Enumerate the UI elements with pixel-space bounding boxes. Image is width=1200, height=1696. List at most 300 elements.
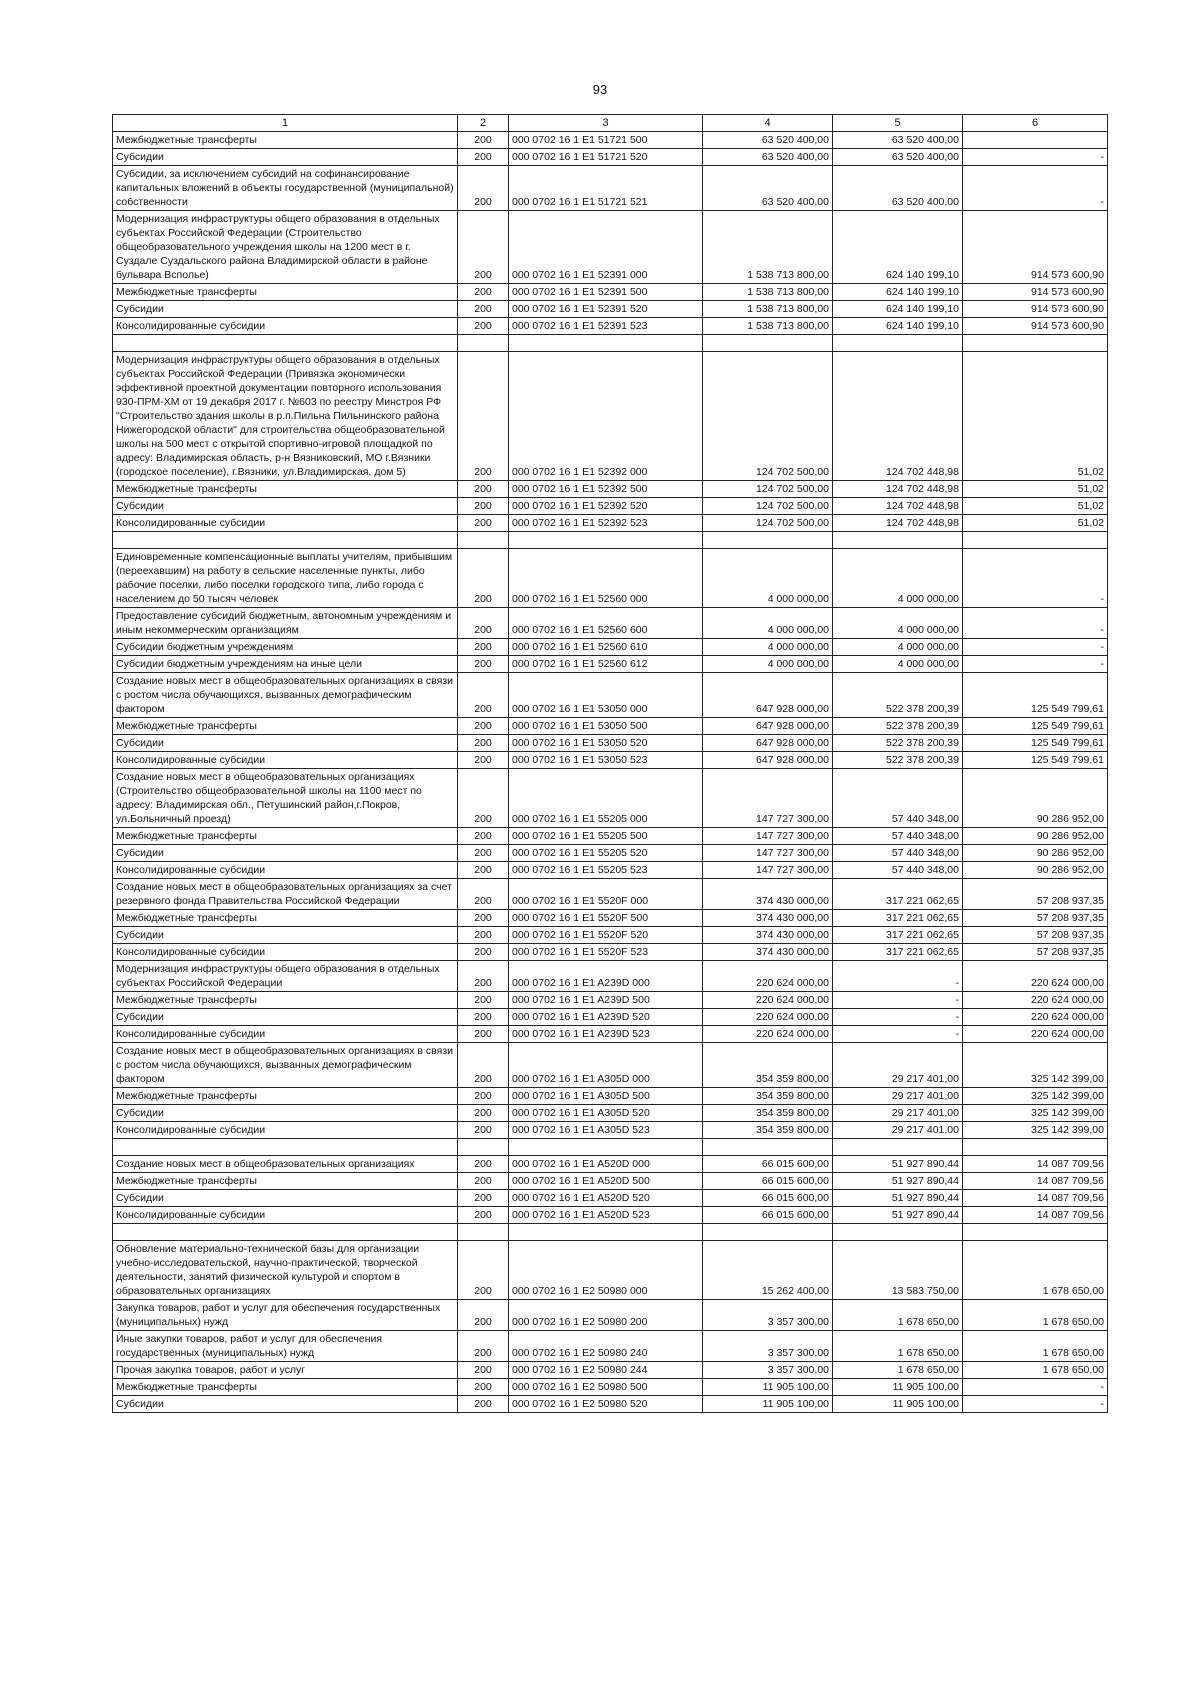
row-exec-cell: 317 221 062,65 (833, 944, 963, 961)
spacer-cell (113, 335, 458, 352)
row-name-cell: Межбюджетные трансферты (113, 828, 458, 845)
row-kbk-cell: 000 0702 16 1 E1 53050 523 (509, 752, 703, 769)
row-kbk-cell: 000 0702 16 1 E2 50980 200 (509, 1300, 703, 1331)
row-rest-cell: 14 087 709,56 (963, 1173, 1108, 1190)
table-row (113, 910, 1108, 927)
row-code-cell: 200 (458, 608, 509, 639)
row-kbk-cell: 000 0702 16 1 E1 52391 520 (509, 301, 703, 318)
table-row (113, 1300, 1108, 1331)
row-plan-cell: 220 624 000,00 (703, 1009, 833, 1026)
spacer-cell (509, 532, 703, 549)
spacer-row (113, 532, 1108, 549)
row-kbk-cell: 000 0702 16 1 E1 A520D 000 (509, 1156, 703, 1173)
row-exec-cell: 624 140 199,10 (833, 211, 963, 284)
row-kbk-cell: 000 0702 16 1 E2 50980 500 (509, 1379, 703, 1396)
row-rest-cell: 90 286 952,00 (963, 828, 1108, 845)
row-kbk-cell: 000 0702 16 1 E1 55205 000 (509, 769, 703, 828)
row-rest-cell: 125 549 799,61 (963, 673, 1108, 718)
row-plan-cell: 1 538 713 800,00 (703, 301, 833, 318)
row-name-cell: Субсидии (113, 1396, 458, 1413)
column-header: 5 (833, 115, 963, 132)
row-plan-cell: 220 624 000,00 (703, 1026, 833, 1043)
row-plan-cell: 647 928 000,00 (703, 673, 833, 718)
row-rest-cell: 1 678 650,00 (963, 1362, 1108, 1379)
row-exec-cell: 63 520 400,00 (833, 166, 963, 211)
table-row (113, 845, 1108, 862)
row-rest-cell: 125 549 799,61 (963, 752, 1108, 769)
row-exec-cell: 522 378 200,39 (833, 735, 963, 752)
row-kbk-cell: 000 0702 16 1 E1 A239D 520 (509, 1009, 703, 1026)
spacer-cell (509, 1139, 703, 1156)
row-rest-cell: 125 549 799,61 (963, 735, 1108, 752)
row-rest-cell: - (963, 166, 1108, 211)
table-row (113, 1026, 1108, 1043)
spacer-row (113, 1224, 1108, 1241)
table-row (113, 1156, 1108, 1173)
row-exec-cell: 124 702 448,98 (833, 498, 963, 515)
table-row (113, 1207, 1108, 1224)
row-code-cell: 200 (458, 1300, 509, 1331)
row-rest-cell: 914 573 600,90 (963, 211, 1108, 284)
row-code-cell: 200 (458, 318, 509, 335)
row-kbk-cell: 000 0702 16 1 E1 A239D 500 (509, 992, 703, 1009)
spacer-cell (113, 1139, 458, 1156)
spacer-cell (509, 1224, 703, 1241)
row-kbk-cell: 000 0702 16 1 E2 50980 244 (509, 1362, 703, 1379)
row-kbk-cell: 000 0702 16 1 E1 53050 520 (509, 735, 703, 752)
spacer-cell (703, 1139, 833, 1156)
row-rest-cell: 57 208 937,35 (963, 879, 1108, 910)
row-plan-cell: 66 015 600,00 (703, 1156, 833, 1173)
row-kbk-cell: 000 0702 16 1 E1 52560 600 (509, 608, 703, 639)
row-name-cell: Межбюджетные трансферты (113, 992, 458, 1009)
row-rest-cell: 125 549 799,61 (963, 718, 1108, 735)
row-kbk-cell: 000 0702 16 1 E1 A520D 523 (509, 1207, 703, 1224)
row-name-cell: Межбюджетные трансферты (113, 1173, 458, 1190)
row-rest-cell: 90 286 952,00 (963, 769, 1108, 828)
table-row (113, 1331, 1108, 1362)
row-rest-cell: 325 142 399,00 (963, 1088, 1108, 1105)
row-code-cell: 200 (458, 1088, 509, 1105)
row-name-cell: Модернизация инфраструктуры общего образования в отдельных субъектах Российской Федерации (Строительство общеобразовательного учреждения школы на 1200 мест в г. Суздале Суздальского района Владимирской области в районе бульвара Всполье) (113, 211, 458, 284)
table-row (113, 718, 1108, 735)
row-rest-cell: 325 142 399,00 (963, 1043, 1108, 1088)
spacer-cell (458, 532, 509, 549)
row-rest-cell: 914 573 600,90 (963, 301, 1108, 318)
row-code-cell: 200 (458, 352, 509, 481)
row-exec-cell: 317 221 062,65 (833, 927, 963, 944)
row-plan-cell: 63 520 400,00 (703, 132, 833, 149)
table-row (113, 149, 1108, 166)
table-row (113, 862, 1108, 879)
row-plan-cell: 66 015 600,00 (703, 1190, 833, 1207)
row-name-cell: Субсидии бюджетным учреждениям на иные цели (113, 656, 458, 673)
budget-execution-table (112, 114, 1108, 1413)
row-name-cell: Межбюджетные трансферты (113, 284, 458, 301)
spacer-cell (833, 1224, 963, 1241)
row-code-cell: 200 (458, 718, 509, 735)
row-kbk-cell: 000 0702 16 1 E1 55205 523 (509, 862, 703, 879)
row-code-cell: 200 (458, 1331, 509, 1362)
row-name-cell: Консолидированные субсидии (113, 862, 458, 879)
row-plan-cell: 66 015 600,00 (703, 1207, 833, 1224)
row-rest-cell: 1 678 650,00 (963, 1241, 1108, 1300)
row-kbk-cell: 000 0702 16 1 E1 53050 000 (509, 673, 703, 718)
spacer-cell (458, 1139, 509, 1156)
row-plan-cell: 647 928 000,00 (703, 718, 833, 735)
row-exec-cell: 624 140 199,10 (833, 284, 963, 301)
row-name-cell: Межбюджетные трансферты (113, 1379, 458, 1396)
row-code-cell: 200 (458, 656, 509, 673)
row-code-cell: 200 (458, 1241, 509, 1300)
row-code-cell: 200 (458, 879, 509, 910)
row-exec-cell: 57 440 348,00 (833, 828, 963, 845)
row-name-cell: Модернизация инфраструктуры общего образования в отдельных субъектах Российской Федерации (113, 961, 458, 992)
row-plan-cell: 354 359 800,00 (703, 1043, 833, 1088)
row-kbk-cell: 000 0702 16 1 E1 51721 500 (509, 132, 703, 149)
row-code-cell: 200 (458, 498, 509, 515)
row-name-cell: Закупка товаров, работ и услуг для обеспечения государственных (муниципальных) нужд (113, 1300, 458, 1331)
row-code-cell: 200 (458, 673, 509, 718)
row-name-cell: Консолидированные субсидии (113, 944, 458, 961)
row-name-cell: Консолидированные субсидии (113, 318, 458, 335)
row-name-cell: Создание новых мест в общеобразовательных организациях в связи с ростом числа обучающихся, вызванных демографическим фактором (113, 1043, 458, 1088)
row-code-cell: 200 (458, 944, 509, 961)
row-exec-cell: 1 678 650,00 (833, 1331, 963, 1362)
row-plan-cell: 220 624 000,00 (703, 992, 833, 1009)
row-code-cell: 200 (458, 752, 509, 769)
table-row (113, 639, 1108, 656)
row-exec-cell: 4 000 000,00 (833, 549, 963, 608)
row-exec-cell: 13 583 750,00 (833, 1241, 963, 1300)
spacer-cell (509, 335, 703, 352)
row-rest-cell: 14 087 709,56 (963, 1156, 1108, 1173)
row-plan-cell: 1 538 713 800,00 (703, 318, 833, 335)
row-plan-cell: 220 624 000,00 (703, 961, 833, 992)
table-row (113, 132, 1108, 149)
row-name-cell: Создание новых мест в общеобразовательных организациях (113, 1156, 458, 1173)
table-row (113, 735, 1108, 752)
row-kbk-cell: 000 0702 16 1 E1 52391 500 (509, 284, 703, 301)
table-row (113, 1088, 1108, 1105)
row-exec-cell: 51 927 890,44 (833, 1207, 963, 1224)
spacer-cell (458, 1224, 509, 1241)
row-code-cell: 200 (458, 845, 509, 862)
column-header: 2 (458, 115, 509, 132)
row-exec-cell: 57 440 348,00 (833, 862, 963, 879)
row-name-cell: Консолидированные субсидии (113, 1207, 458, 1224)
row-exec-cell: 29 217 401,00 (833, 1043, 963, 1088)
row-name-cell: Межбюджетные трансферты (113, 481, 458, 498)
row-name-cell: Создание новых мест в общеобразовательных организациях в связи с ростом числа обучающихся, вызванных демографическим фактором (113, 673, 458, 718)
row-exec-cell: - (833, 1026, 963, 1043)
row-kbk-cell: 000 0702 16 1 E1 52560 612 (509, 656, 703, 673)
row-code-cell: 200 (458, 166, 509, 211)
spacer-cell (703, 1224, 833, 1241)
row-kbk-cell: 000 0702 16 1 E1 5520F 500 (509, 910, 703, 927)
row-name-cell: Субсидии (113, 301, 458, 318)
row-code-cell: 200 (458, 828, 509, 845)
row-kbk-cell: 000 0702 16 1 E1 52391 523 (509, 318, 703, 335)
table-row (113, 284, 1108, 301)
row-code-cell: 200 (458, 1207, 509, 1224)
row-plan-cell: 4 000 000,00 (703, 608, 833, 639)
row-code-cell: 200 (458, 1362, 509, 1379)
row-plan-cell: 1 538 713 800,00 (703, 284, 833, 301)
row-code-cell: 200 (458, 515, 509, 532)
row-code-cell: 200 (458, 1190, 509, 1207)
row-plan-cell: 1 538 713 800,00 (703, 211, 833, 284)
row-kbk-cell: 000 0702 16 1 E1 55205 520 (509, 845, 703, 862)
row-code-cell: 200 (458, 132, 509, 149)
spacer-cell (833, 532, 963, 549)
row-code-cell: 200 (458, 992, 509, 1009)
spacer-cell (458, 335, 509, 352)
row-exec-cell: 124 702 448,98 (833, 481, 963, 498)
row-plan-cell: 15 262 400,00 (703, 1241, 833, 1300)
row-name-cell: Субсидии (113, 927, 458, 944)
row-rest-cell: 220 624 000,00 (963, 1026, 1108, 1043)
row-exec-cell: 522 378 200,39 (833, 673, 963, 718)
row-code-cell: 200 (458, 735, 509, 752)
table-row (113, 166, 1108, 211)
table-row (113, 944, 1108, 961)
row-rest-cell: - (963, 149, 1108, 166)
table-row (113, 1190, 1108, 1207)
table-row (113, 673, 1108, 718)
row-exec-cell: 63 520 400,00 (833, 132, 963, 149)
row-kbk-cell: 000 0702 16 1 E2 50980 000 (509, 1241, 703, 1300)
row-kbk-cell: 000 0702 16 1 E1 52392 520 (509, 498, 703, 515)
row-code-cell: 200 (458, 1396, 509, 1413)
row-kbk-cell: 000 0702 16 1 E1 A305D 523 (509, 1122, 703, 1139)
row-kbk-cell: 000 0702 16 1 E1 5520F 000 (509, 879, 703, 910)
row-exec-cell: - (833, 961, 963, 992)
row-exec-cell: 57 440 348,00 (833, 845, 963, 862)
spacer-cell (963, 532, 1108, 549)
table-row (113, 352, 1108, 481)
table-row (113, 656, 1108, 673)
table-row (113, 515, 1108, 532)
row-code-cell: 200 (458, 1379, 509, 1396)
row-name-cell: Консолидированные субсидии (113, 1026, 458, 1043)
row-exec-cell: 124 702 448,98 (833, 352, 963, 481)
row-name-cell: Субсидии (113, 735, 458, 752)
row-rest-cell: 51,02 (963, 481, 1108, 498)
spacer-cell (703, 532, 833, 549)
row-rest-cell: 51,02 (963, 515, 1108, 532)
row-code-cell: 200 (458, 284, 509, 301)
row-kbk-cell: 000 0702 16 1 E1 A239D 000 (509, 961, 703, 992)
row-kbk-cell: 000 0702 16 1 E1 51721 521 (509, 166, 703, 211)
row-plan-cell: 354 359 800,00 (703, 1105, 833, 1122)
row-plan-cell: 374 430 000,00 (703, 910, 833, 927)
row-name-cell: Предоставление субсидий бюджетным, автономным учреждениям и иным некоммерческим организациям (113, 608, 458, 639)
column-number-row (113, 115, 1108, 132)
row-code-cell: 200 (458, 961, 509, 992)
row-kbk-cell: 000 0702 16 1 E1 51721 520 (509, 149, 703, 166)
row-rest-cell: 325 142 399,00 (963, 1105, 1108, 1122)
row-code-cell: 200 (458, 927, 509, 944)
row-plan-cell: 124 702 500,00 (703, 515, 833, 532)
row-name-cell: Прочая закупка товаров, работ и услуг (113, 1362, 458, 1379)
row-exec-cell: 51 927 890,44 (833, 1156, 963, 1173)
row-kbk-cell: 000 0702 16 1 E1 55205 500 (509, 828, 703, 845)
table-row (113, 961, 1108, 992)
row-plan-cell: 3 357 300,00 (703, 1300, 833, 1331)
row-kbk-cell: 000 0702 16 1 E1 A520D 520 (509, 1190, 703, 1207)
row-kbk-cell: 000 0702 16 1 E1 52392 523 (509, 515, 703, 532)
row-exec-cell: 11 905 100,00 (833, 1379, 963, 1396)
row-name-cell: Межбюджетные трансферты (113, 718, 458, 735)
row-name-cell: Субсидии (113, 149, 458, 166)
table-row (113, 211, 1108, 284)
spacer-cell (833, 335, 963, 352)
column-header: 3 (509, 115, 703, 132)
row-plan-cell: 66 015 600,00 (703, 1173, 833, 1190)
table-row (113, 481, 1108, 498)
row-plan-cell: 374 430 000,00 (703, 944, 833, 961)
row-kbk-cell: 000 0702 16 1 E1 53050 500 (509, 718, 703, 735)
row-exec-cell: 51 927 890,44 (833, 1190, 963, 1207)
table-row (113, 769, 1108, 828)
row-code-cell: 200 (458, 1026, 509, 1043)
spacer-cell (703, 335, 833, 352)
table-row (113, 1122, 1108, 1139)
row-plan-cell: 354 359 800,00 (703, 1122, 833, 1139)
table-row (113, 992, 1108, 1009)
row-plan-cell: 4 000 000,00 (703, 639, 833, 656)
table-row (113, 1241, 1108, 1300)
row-code-cell: 200 (458, 639, 509, 656)
row-exec-cell: 317 221 062,65 (833, 910, 963, 927)
row-plan-cell: 3 357 300,00 (703, 1331, 833, 1362)
row-plan-cell: 124 702 500,00 (703, 481, 833, 498)
row-plan-cell: 63 520 400,00 (703, 149, 833, 166)
row-code-cell: 200 (458, 1156, 509, 1173)
row-plan-cell: 147 727 300,00 (703, 845, 833, 862)
table-row (113, 498, 1108, 515)
row-kbk-cell: 000 0702 16 1 E1 52560 000 (509, 549, 703, 608)
table-row (113, 318, 1108, 335)
spacer-row (113, 335, 1108, 352)
row-plan-cell: 63 520 400,00 (703, 166, 833, 211)
row-name-cell: Межбюджетные трансферты (113, 132, 458, 149)
row-rest-cell: 914 573 600,90 (963, 318, 1108, 335)
row-kbk-cell: 000 0702 16 1 E1 A239D 523 (509, 1026, 703, 1043)
row-code-cell: 200 (458, 862, 509, 879)
row-name-cell: Консолидированные субсидии (113, 1122, 458, 1139)
row-exec-cell: 522 378 200,39 (833, 752, 963, 769)
table-row (113, 1105, 1108, 1122)
row-exec-cell: 29 217 401,00 (833, 1122, 963, 1139)
column-header: 4 (703, 115, 833, 132)
table-row (113, 549, 1108, 608)
row-plan-cell: 647 928 000,00 (703, 752, 833, 769)
row-rest-cell: - (963, 549, 1108, 608)
row-rest-cell: - (963, 608, 1108, 639)
row-name-cell: Создание новых мест в общеобразовательных организациях за счет резервного фонда Правительства Российской Федерации (113, 879, 458, 910)
row-exec-cell: 317 221 062,65 (833, 879, 963, 910)
row-code-cell: 200 (458, 910, 509, 927)
row-name-cell: Обновление материально-технической базы для организации учебно-исследовательской, научно-практической, творческой деятельности, занятий физической культурой и спортом в образовательных организациях (113, 1241, 458, 1300)
table-row (113, 752, 1108, 769)
row-rest-cell: 14 087 709,56 (963, 1207, 1108, 1224)
row-rest-cell: 914 573 600,90 (963, 284, 1108, 301)
row-exec-cell: 29 217 401,00 (833, 1088, 963, 1105)
spacer-cell (113, 1224, 458, 1241)
table-row (113, 1043, 1108, 1088)
spacer-cell (113, 532, 458, 549)
page-number: 93 (592, 82, 608, 97)
row-rest-cell: 325 142 399,00 (963, 1122, 1108, 1139)
row-code-cell: 200 (458, 211, 509, 284)
row-plan-cell: 3 357 300,00 (703, 1362, 833, 1379)
table-row (113, 879, 1108, 910)
row-rest-cell: 51,02 (963, 352, 1108, 481)
row-exec-cell: 63 520 400,00 (833, 149, 963, 166)
row-kbk-cell: 000 0702 16 1 E2 50980 240 (509, 1331, 703, 1362)
row-rest-cell: 220 624 000,00 (963, 992, 1108, 1009)
row-code-cell: 200 (458, 149, 509, 166)
row-name-cell: Модернизация инфраструктуры общего образования в отдельных субъектах Российской Федерации (Привязка экономически эффективной проектной документации повторного использования 930-ПРМ-ХМ от 19 декабря 2017 г. №603 по реестру Минстроя РФ "Строительство здания школы в р.п.Пильна Пильнинского района Нижегородской области" для строительства общеобразовательной школы на 500 мест с открытой спортивно-игровой площадкой по адресу: Владимирская область, р-н Вязниковский, МО г.Вязники (городское поселение), г.Вязники, ул.Владимирская, дом 5) (113, 352, 458, 481)
row-plan-cell: 374 430 000,00 (703, 879, 833, 910)
row-rest-cell: 57 208 937,35 (963, 944, 1108, 961)
row-kbk-cell: 000 0702 16 1 E1 A520D 500 (509, 1173, 703, 1190)
row-code-cell: 200 (458, 1122, 509, 1139)
row-name-cell: Консолидированные субсидии (113, 515, 458, 532)
row-exec-cell: 4 000 000,00 (833, 608, 963, 639)
spacer-cell (963, 1224, 1108, 1241)
row-plan-cell: 124 702 500,00 (703, 498, 833, 515)
row-kbk-cell: 000 0702 16 1 E1 52392 500 (509, 481, 703, 498)
row-exec-cell: 1 678 650,00 (833, 1300, 963, 1331)
row-exec-cell: - (833, 992, 963, 1009)
row-plan-cell: 147 727 300,00 (703, 828, 833, 845)
table-row (113, 1362, 1108, 1379)
row-plan-cell: 4 000 000,00 (703, 549, 833, 608)
row-code-cell: 200 (458, 769, 509, 828)
row-code-cell: 200 (458, 301, 509, 318)
row-exec-cell: 1 678 650,00 (833, 1362, 963, 1379)
row-name-cell: Межбюджетные трансферты (113, 1088, 458, 1105)
row-name-cell: Иные закупки товаров, работ и услуг для обеспечения государственных (муниципальных) нужд (113, 1331, 458, 1362)
row-code-cell: 200 (458, 1105, 509, 1122)
row-plan-cell: 124 702 500,00 (703, 352, 833, 481)
row-code-cell: 200 (458, 1173, 509, 1190)
spacer-cell (963, 1139, 1108, 1156)
row-exec-cell: 51 927 890,44 (833, 1173, 963, 1190)
row-name-cell: Консолидированные субсидии (113, 752, 458, 769)
row-exec-cell: 124 702 448,98 (833, 515, 963, 532)
table-row (113, 927, 1108, 944)
row-exec-cell: 57 440 348,00 (833, 769, 963, 828)
row-exec-cell: 29 217 401,00 (833, 1105, 963, 1122)
table-row (113, 828, 1108, 845)
spacer-cell (833, 1139, 963, 1156)
row-plan-cell: 147 727 300,00 (703, 769, 833, 828)
row-kbk-cell: 000 0702 16 1 E2 50980 520 (509, 1396, 703, 1413)
row-name-cell: Создание новых мест в общеобразовательных организациях (Строительство общеобразовательной школы на 1100 мест по адресу: Владимирская обл., Петушинский район,г.Покров, ул.Больничный проезд) (113, 769, 458, 828)
table-row (113, 1009, 1108, 1026)
row-rest-cell: - (963, 639, 1108, 656)
row-exec-cell: 11 905 100,00 (833, 1396, 963, 1413)
row-name-cell: Субсидии, за исключением субсидий на софинансирование капитальных вложений в объекты государственной (муниципальной) собственности (113, 166, 458, 211)
row-name-cell: Субсидии (113, 845, 458, 862)
row-rest-cell: - (963, 1379, 1108, 1396)
row-rest-cell: 14 087 709,56 (963, 1190, 1108, 1207)
row-exec-cell: 522 378 200,39 (833, 718, 963, 735)
